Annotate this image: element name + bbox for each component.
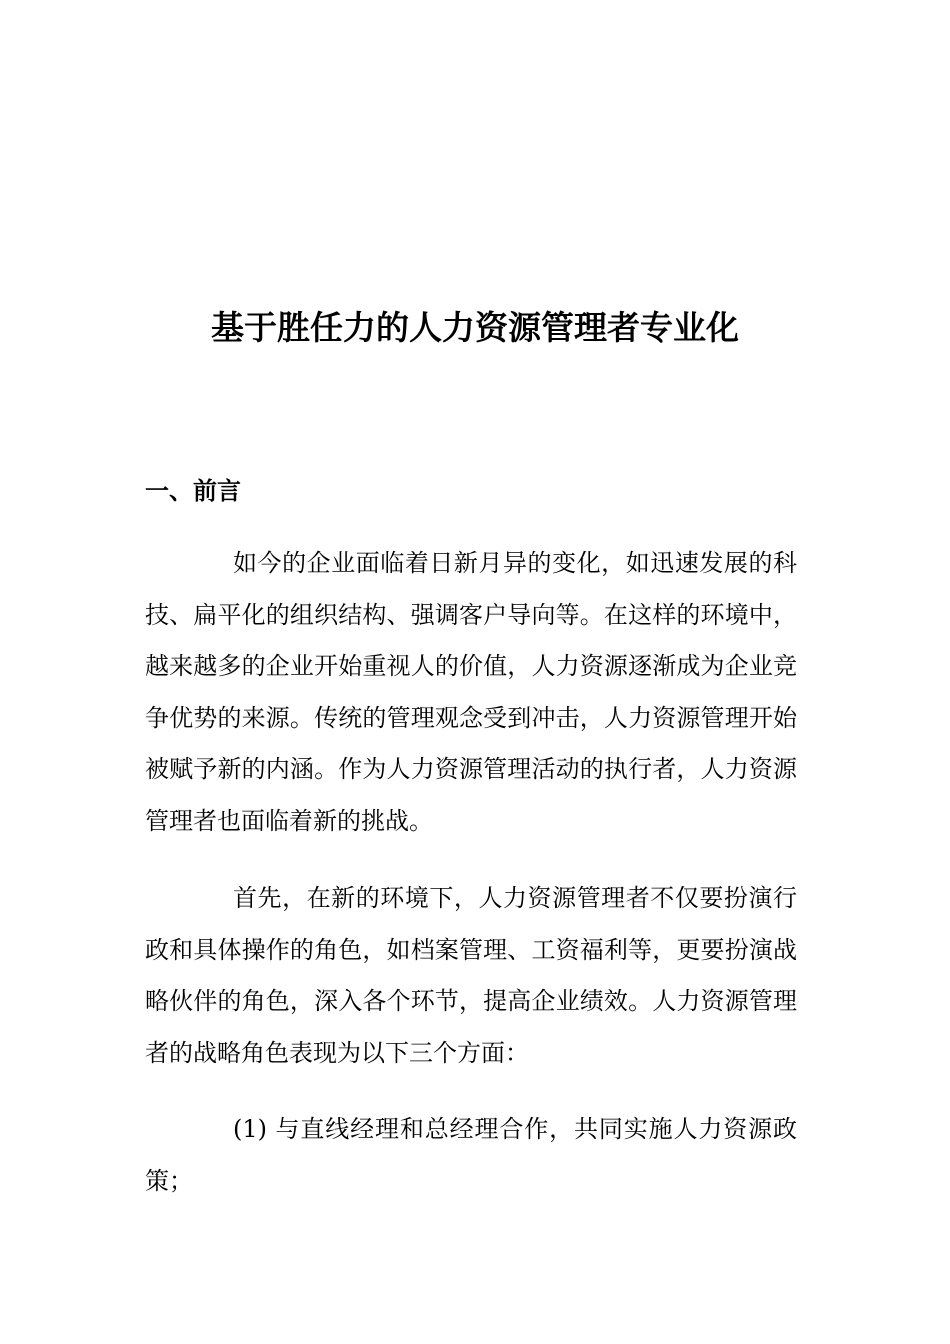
document-title: 基于胜任力的人力资源管理者专业化 — [211, 308, 739, 347]
paragraph-2: 首先，在新的环境下，人力资源管理者不仅要扮演行政和具体操作的角色，如档案管理、工资福利等，更要扮演战略伙伴的角色，深入各个环节，提高企业绩效。人力资源管理者的战略角色表现为以下三个方面： — [145, 884, 797, 1067]
paragraph-3-list-item-1: (1) 与直线经理和总经理合作，共同实施人力资源政策； — [145, 1115, 797, 1195]
paragraph-1: 如今的企业面临着日新月异的变化，如迅速发展的科技、扁平化的组织结构、强调客户导向等。在这样的环境中，越来越多的企业开始重视人的价值，人力资源逐渐成为企业竞争优势的来源。传统的管理观念受到冲击，人力资源管理开始被赋予新的内涵。作为人力资源管理活动的执行者，人力资源管理者也面临着新的挑战。 — [145, 549, 797, 835]
section-heading-introduction: 一、前言 — [145, 476, 241, 505]
